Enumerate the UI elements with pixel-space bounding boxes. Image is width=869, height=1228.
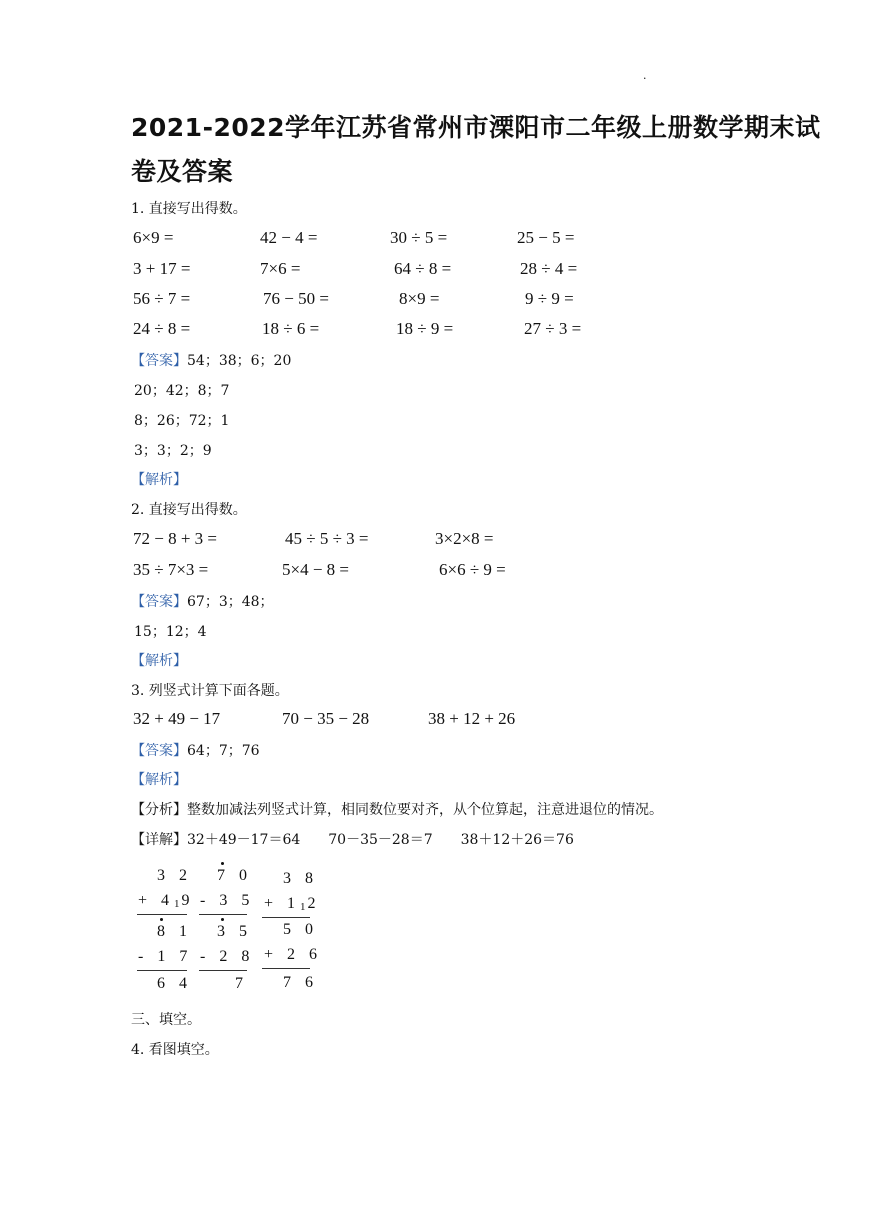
q2-r2-c2: 5×4 − 8 = xyxy=(282,560,350,579)
q1-r1-c4: 25 − 5 = xyxy=(517,228,575,247)
vert3-row-5: 7 6 xyxy=(283,974,318,991)
section-3-heading: 三、填空。 xyxy=(131,1012,201,1028)
q1-r1-c3: 30 ÷ 5 = xyxy=(390,228,448,247)
q1-r2-c1: 3 + 17 = xyxy=(133,259,191,278)
fenxi-text: 整数加减法列竖式计算，相同数位要对齐，从个位算起，注意进退位的情况。 xyxy=(187,802,663,818)
q3-expr-3: 38 + 12 + 26 xyxy=(428,709,516,728)
q1-answer-line-2: 20；42；8；7 xyxy=(134,383,230,399)
q2-answer-line-1: 67；3；48； xyxy=(187,594,274,610)
q3-answer-line: 64；7；76 xyxy=(187,743,260,759)
q2-answer xyxy=(131,591,274,611)
vert2-line-2 xyxy=(199,970,247,971)
q1-answer-line-1: 54；38；6；20 xyxy=(187,353,292,369)
vert2-row-2: - 3 5 xyxy=(200,892,255,909)
q1-r4-c1: 24 ÷ 8 = xyxy=(133,319,191,338)
q4-prompt: 4. 看图填空。 xyxy=(131,1042,219,1058)
page-title-line-1: 2021-2022学年江苏省常州市溧阳市二年级上册数学期末试 xyxy=(131,113,821,142)
q2-r1-c1: 72 − 8 + 3 = xyxy=(133,529,218,548)
vert2-row-5: 7 xyxy=(235,975,248,992)
vert3-row-2 xyxy=(264,895,321,913)
q2-prompt: 2. 直接写出得数。 xyxy=(131,502,247,518)
vert3-row-4: + 2 6 xyxy=(264,946,323,963)
vert3-row-2-a: + 1 xyxy=(264,895,301,912)
q1-answer-line-3: 8；26；72；1 xyxy=(134,413,230,429)
vert1-line-2 xyxy=(137,970,187,971)
q1-r2-c4: 28 ÷ 4 = xyxy=(520,259,578,278)
vert1-row-2 xyxy=(138,892,195,910)
page-title-line-2: 卷及答案 xyxy=(131,157,234,186)
q1-r4-c4: 27 ÷ 3 = xyxy=(524,319,582,338)
answer-tag: 【答案】 xyxy=(131,743,187,759)
q3-analysis-tag: 【解析】 xyxy=(131,772,187,788)
corner-mark: · xyxy=(643,72,647,85)
vert1-row-5: 6 4 xyxy=(157,975,192,992)
q3-expr-1: 32 + 49 − 17 xyxy=(133,709,221,728)
q2-r2-c3: 6×6 ÷ 9 = xyxy=(439,560,506,579)
vert3-carry: 1 xyxy=(300,901,306,913)
q3-fenxi xyxy=(131,799,663,819)
vert1-row-3: 8 1 xyxy=(157,923,192,940)
vert1-line-1 xyxy=(137,914,187,915)
vert1-carry: 1 xyxy=(174,898,180,910)
vert3-line-2 xyxy=(262,968,310,969)
q1-answer-line-4: 3；3；2；9 xyxy=(134,443,212,459)
q2-r2-c1: 35 ÷ 7×3 = xyxy=(133,560,209,579)
q3-xiangjie xyxy=(131,829,574,849)
q1-analysis-tag: 【解析】 xyxy=(131,472,187,488)
q3-expr-2: 70 − 35 − 28 xyxy=(282,709,370,728)
q1-r2-c3: 64 ÷ 8 = xyxy=(394,259,452,278)
vert1-row-4: - 1 7 xyxy=(138,948,193,965)
vert2-row-3: 3 5 xyxy=(217,923,252,940)
q1-r3-c4: 9 ÷ 9 = xyxy=(525,289,574,308)
vert1-row-1: 3 2 xyxy=(157,867,192,884)
q1-r2-c2: 7×6 = xyxy=(260,259,301,278)
vert1-borrow-dot xyxy=(160,918,163,921)
xiangjie-tag: 【详解】 xyxy=(131,832,187,848)
vert2-line-1 xyxy=(199,914,247,915)
q1-r4-c3: 18 ÷ 9 = xyxy=(396,319,454,338)
q1-r3-c2: 76 − 50 = xyxy=(263,289,329,308)
vert3-row-3: 5 0 xyxy=(283,921,318,938)
q2-r1-c3: 3×2×8 = xyxy=(435,529,494,548)
q1-answer xyxy=(131,350,291,370)
vert3-line-1 xyxy=(262,917,310,918)
answer-tag: 【答案】 xyxy=(131,594,187,610)
q1-r3-c3: 8×9 = xyxy=(399,289,440,308)
vert2-borrow-dot-2 xyxy=(221,918,224,921)
vert2-borrow-dot-1 xyxy=(221,862,224,865)
vert1-row-2-a: + 4 xyxy=(138,892,175,909)
q1-r3-c1: 56 ÷ 7 = xyxy=(133,289,191,308)
vert3-row-2-b: 2 xyxy=(307,895,321,912)
q2-r1-c2: 45 ÷ 5 ÷ 3 = xyxy=(285,529,369,548)
answer-tag: 【答案】 xyxy=(131,353,187,369)
q2-analysis-tag: 【解析】 xyxy=(131,653,187,669)
q2-answer-line-2: 15；12；4 xyxy=(134,624,207,640)
q3-prompt: 3. 列竖式计算下面各题。 xyxy=(131,683,289,699)
q1-r1-c2: 42 − 4 = xyxy=(260,228,318,247)
fenxi-tag: 【分析】 xyxy=(131,802,187,818)
vert1-row-2-b: 9 xyxy=(181,892,195,909)
q1-r4-c2: 18 ÷ 6 = xyxy=(262,319,320,338)
q1-r1-c1: 6×9 = xyxy=(133,228,174,247)
vert2-row-1: 7 0 xyxy=(217,867,252,884)
vert2-row-4: - 2 8 xyxy=(200,948,255,965)
xiangjie-text: 32＋49－17＝64 70－35－28＝7 38＋12＋26＝76 xyxy=(187,832,574,848)
q1-prompt: 1. 直接写出得数。 xyxy=(131,201,247,217)
q3-answer xyxy=(131,740,260,760)
vert3-row-1: 3 8 xyxy=(283,870,318,887)
